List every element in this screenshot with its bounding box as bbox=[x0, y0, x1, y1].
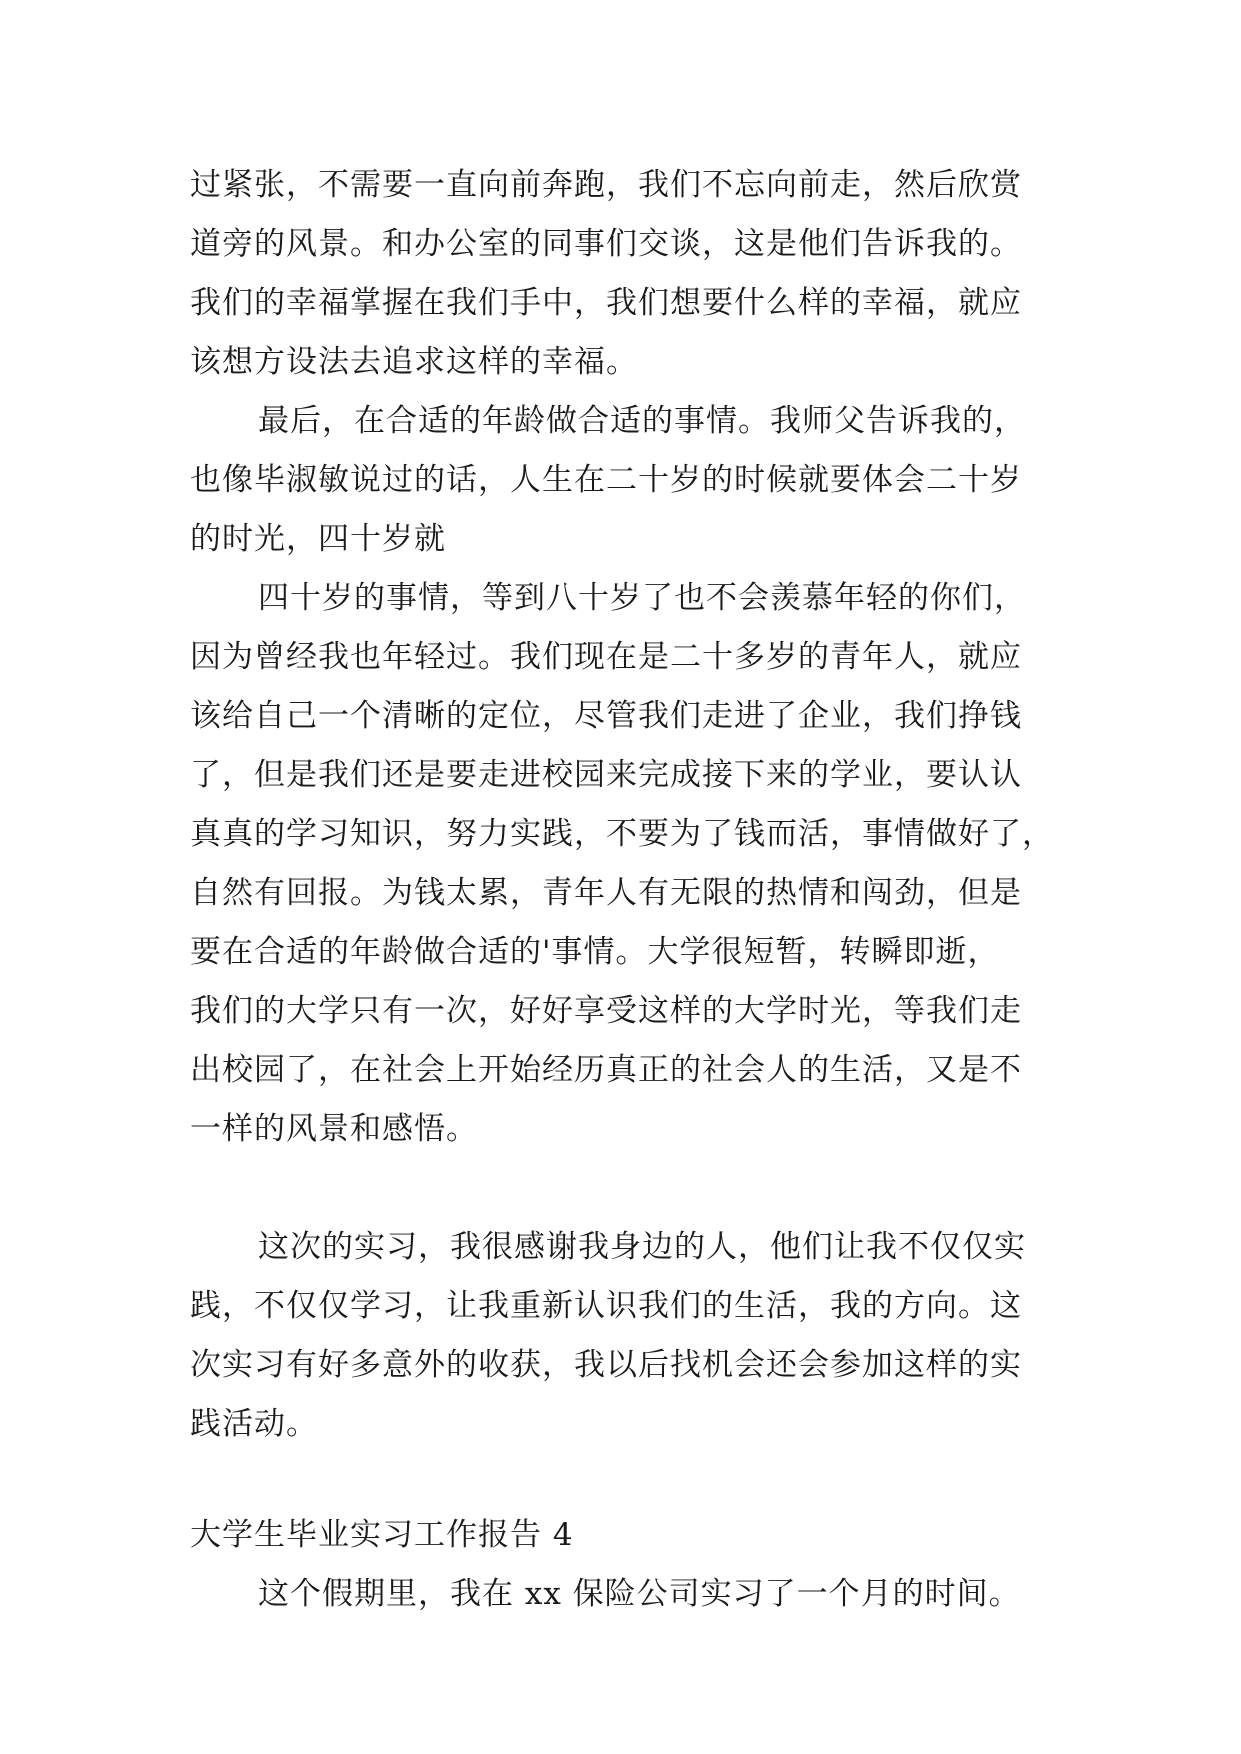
text-line: 四十岁的事情，等到八十岁了也不会羡慕年轻的你们， bbox=[258, 580, 1026, 616]
text-line: 也像毕淑敏说过的话，人生在二十岁的时候就要体会二十岁 bbox=[190, 462, 1022, 498]
text-line: 的时光，四十岁就 bbox=[190, 521, 446, 557]
paragraph-2 bbox=[190, 392, 1070, 569]
text-line: 这个假期里，我在 xx 保险公司实习了一个月的时间。 bbox=[258, 1576, 1021, 1612]
paragraph-4 bbox=[190, 1218, 1070, 1454]
text-line: 我们的大学只有一次，好好享受这样的大学时光，等我们走 bbox=[190, 993, 1022, 1029]
text-line: 该给自己一个清晰的定位，尽管我们走进了企业，我们挣钱 bbox=[190, 698, 1022, 734]
text-line: 我们的幸福掌握在我们手中，我们想要什么样的幸福，就应 bbox=[190, 285, 1022, 321]
text-line: 真真的学习知识，努力实践，不要为了钱而活，事情做好了， bbox=[190, 816, 1054, 852]
text-line: 过紧张，不需要一直向前奔跑，我们不忘向前走，然后欣赏 bbox=[190, 167, 1022, 203]
text-line: 了，但是我们还是要走进校园来完成接下来的学业，要认认 bbox=[190, 757, 1022, 793]
section-heading: 大学生毕业实习工作报告 4 bbox=[190, 1517, 574, 1553]
text-line: 要在合适的年龄做合适的'事情。大学很短暂，转瞬即逝， bbox=[190, 934, 1000, 970]
paragraph-1 bbox=[190, 156, 1070, 392]
text-line: 该想方设法去追求这样的幸福。 bbox=[190, 344, 638, 380]
text-line: 因为曾经我也年轻过。我们现在是二十多岁的青年人，就应 bbox=[190, 639, 1022, 675]
paragraph-5 bbox=[190, 1565, 1070, 1624]
text-line: 一样的风景和感悟。 bbox=[190, 1111, 478, 1147]
text-line: 次实习有好多意外的收获，我以后找机会还会参加这样的实 bbox=[190, 1347, 1022, 1383]
text-line: 道旁的风景。和办公室的同事们交谈，这是他们告诉我的。 bbox=[190, 226, 1022, 262]
text-line: 出校园了，在社会上开始经历真正的社会人的生活，又是不 bbox=[190, 1052, 1022, 1088]
text-line: 最后，在合适的年龄做合适的事情。我师父告诉我的， bbox=[258, 403, 1026, 439]
document-body bbox=[190, 156, 1070, 1624]
text-line: 践活动。 bbox=[190, 1406, 318, 1442]
paragraph-3 bbox=[190, 569, 1070, 1218]
text-line: 这次的实习，我很感谢我身边的人，他们让我不仅仅实 bbox=[258, 1229, 1026, 1265]
text-line: 践，不仅仅学习，让我重新认识我们的生活，我的方向。这 bbox=[190, 1288, 1022, 1324]
section-spacer bbox=[190, 1454, 1070, 1506]
text-line bbox=[190, 1159, 1070, 1218]
text-line: 自然有回报。为钱太累，青年人有无限的热情和闯劲，但是 bbox=[190, 875, 1022, 911]
